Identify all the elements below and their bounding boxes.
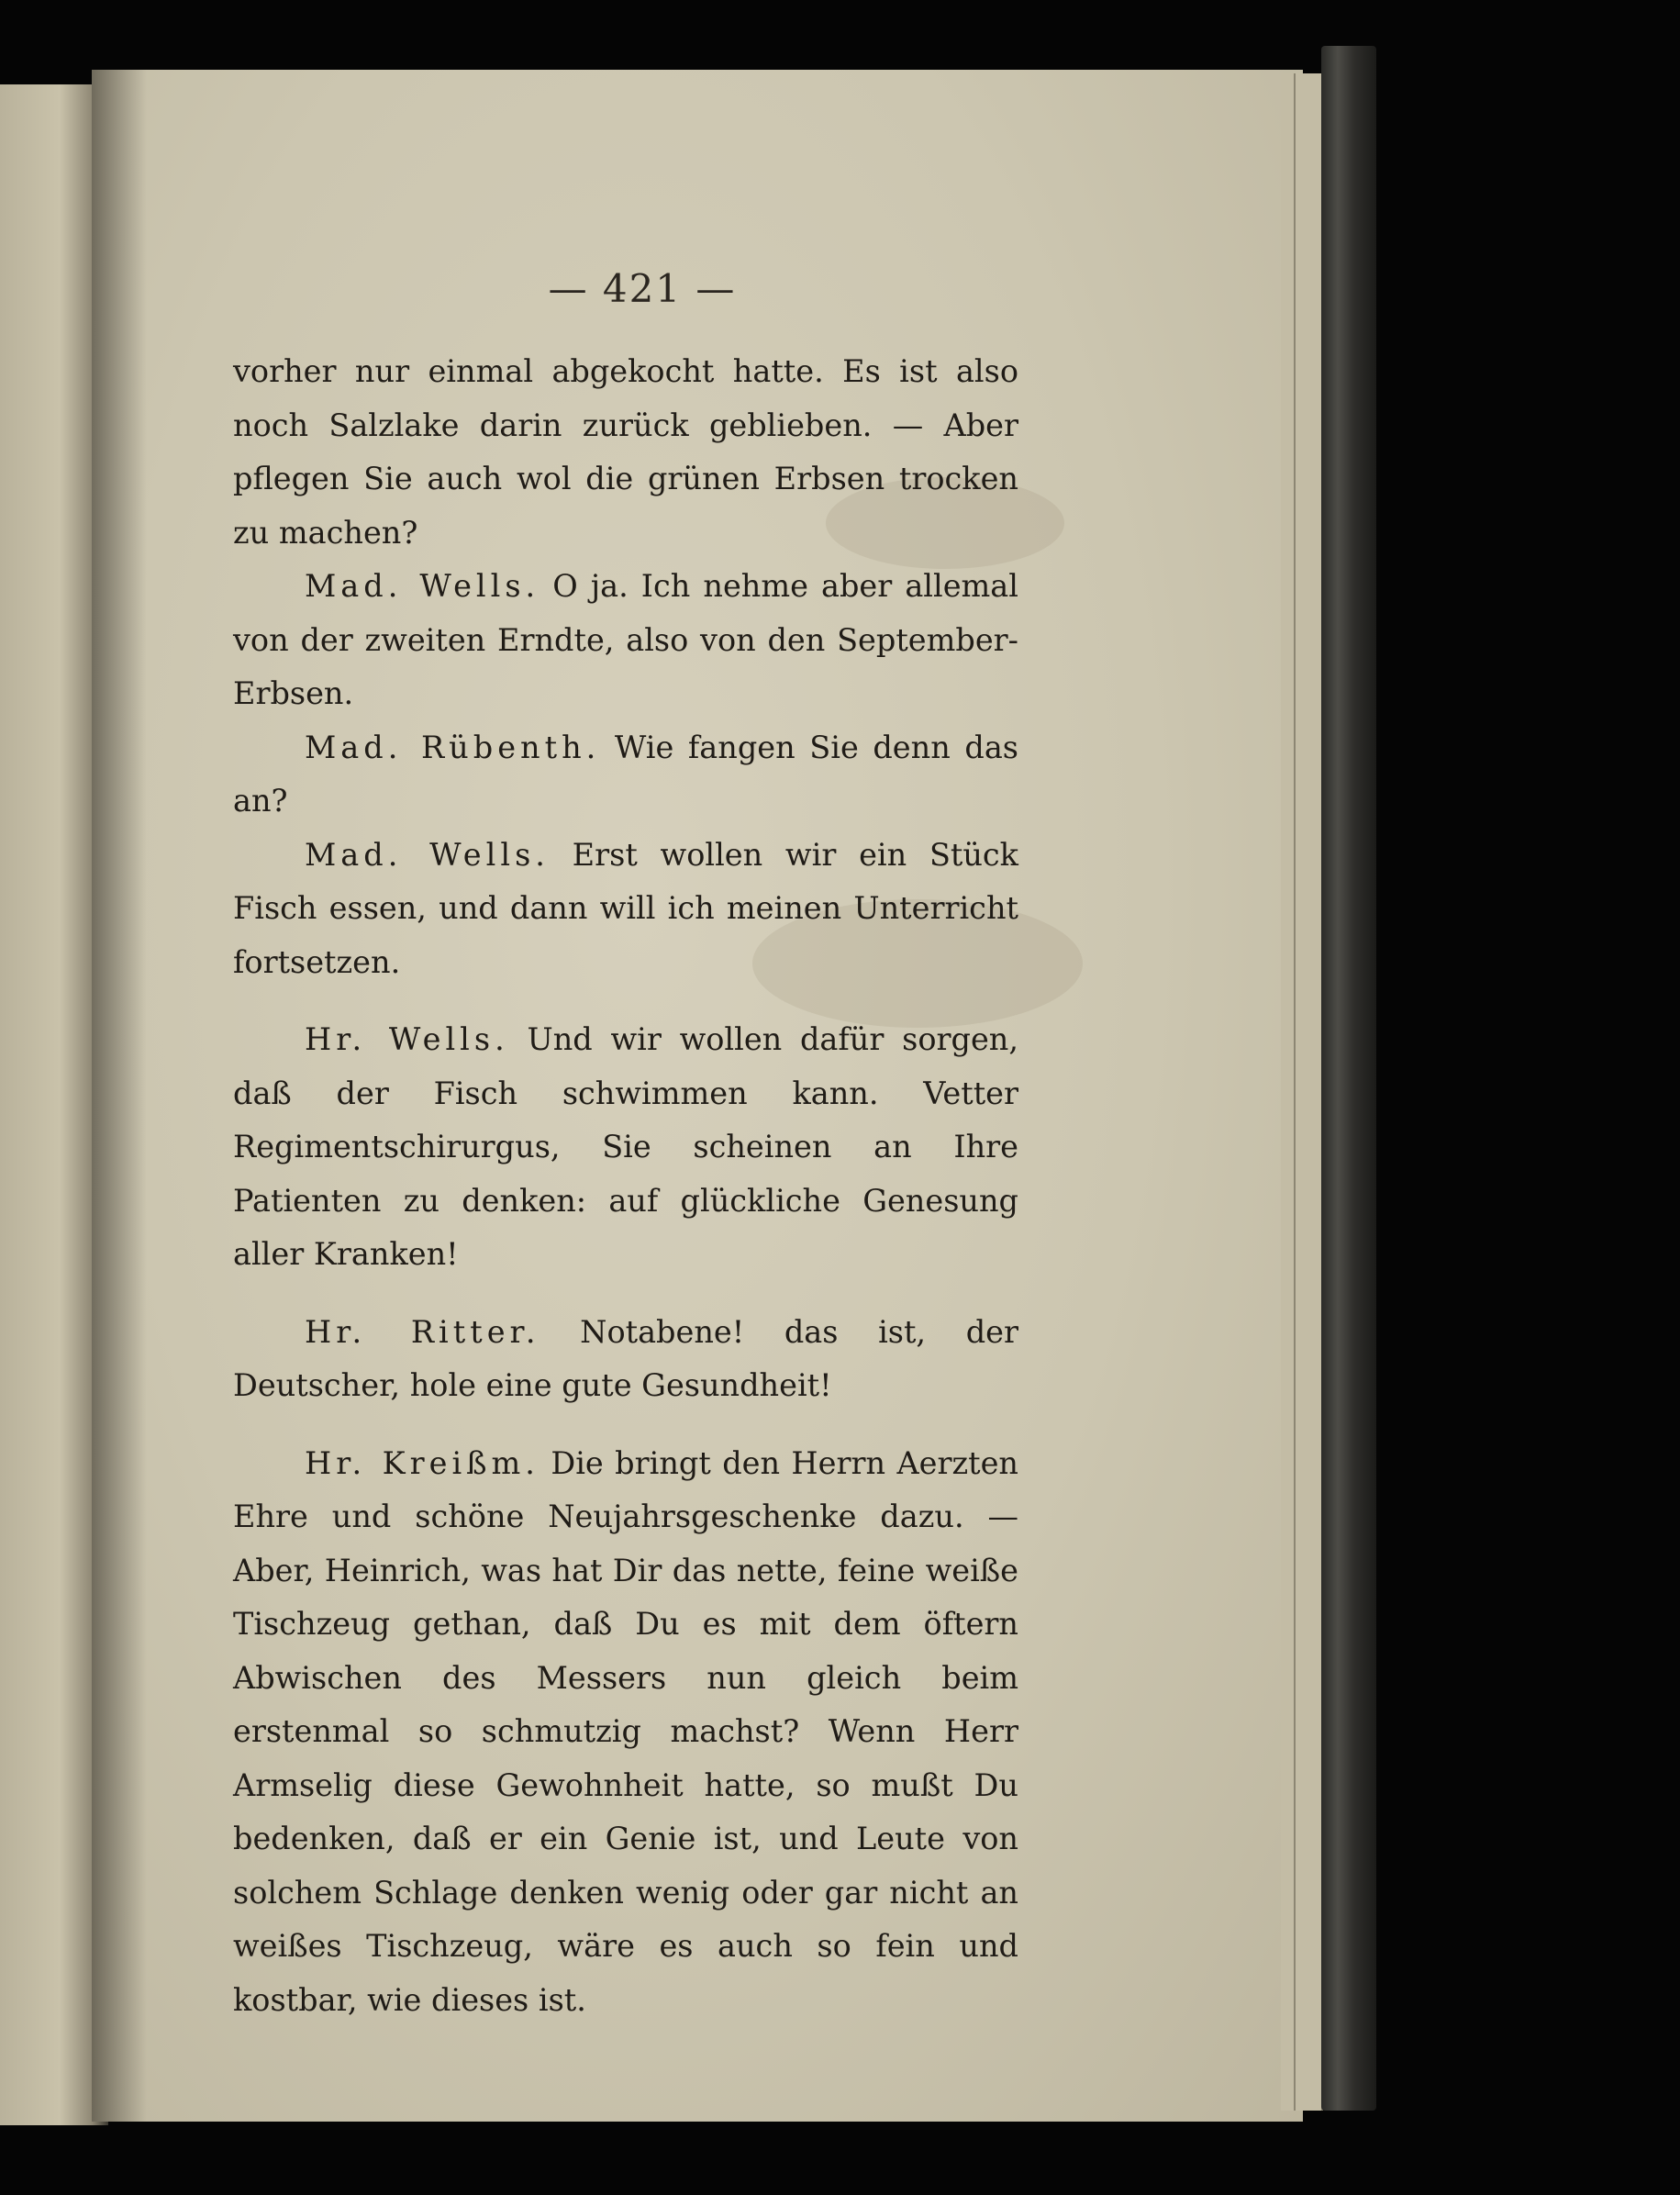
speaker-name: Hr. Ritter.	[305, 1313, 540, 1350]
speaker-name: Mad. Rübenth.	[305, 729, 601, 765]
dialogue-text: Und wir wollen dafür sorgen, daß der Fisch schwimmen kann. Vetter Regimentschirurgus, Sie scheinen an Ihre Patienten zu denken: auf glückliche Genesung aller Kranken!	[233, 1021, 1018, 1272]
paragraph	[233, 345, 1018, 560]
paragraph-text: vorher nur einmal abgekocht hatte. Es ist also noch Salzlake darin zurück geblieben. — Aber pflegen Sie auch wol die grünen Erbsen trocken zu machen?	[233, 353, 1018, 551]
dialogue-line	[233, 1437, 1018, 2028]
dialogue-text: O ja. Ich nehme aber allemal von der zweiten Erndte, also von den September-Erbsen.	[233, 568, 1018, 711]
dialogue-line	[233, 560, 1018, 721]
page-text	[233, 345, 1018, 2027]
page-edge	[1281, 73, 1296, 2111]
speaker-name: Mad. Wells.	[305, 568, 540, 604]
dialogue-text: Die bringt den Herrn Aerzten Ehre und schöne Neujahrsgeschenke dazu. — Aber, Heinrich, was hat Dir das nette, feine weiße Tischzeug gethan, daß Du es mit dem öftern Abwischen des Messers nun gleich beim erstenmal so schmutzig machst? Wenn Herr Armselig diese Gewohnheit hatte, so mußt Du bedenken, daß er ein Genie ist, und Leute von solchem Schlage denken wenig oder gar nicht an weißes Tischzeug, wäre es auch so fein und kostbar, wie dieses ist.	[233, 1444, 1018, 2018]
paragraph-spacer	[233, 1413, 1018, 1437]
book-cover-edge	[1321, 46, 1376, 2111]
dialogue-line	[233, 1013, 1018, 1282]
paragraph-spacer	[233, 1282, 1018, 1306]
dialogue-line	[233, 829, 1018, 990]
page-gutter-shadow	[92, 70, 147, 2122]
speaker-name: Hr. Kreißm.	[305, 1444, 540, 1481]
speaker-name: Mad. Wells.	[305, 836, 550, 873]
dialogue-text: Wie fangen Sie denn das an?	[233, 729, 1018, 819]
dialogue-text: Erst wollen wir ein Stück Fisch essen, und dann will ich meinen Unterricht fortsetzen.	[233, 836, 1018, 980]
speaker-name: Hr. Wells.	[305, 1021, 509, 1057]
paragraph-spacer	[233, 989, 1018, 1013]
dialogue-line	[233, 1306, 1018, 1413]
dialogue-text: Notabene! das ist, der Deutscher, hole eine gute Gesundheit!	[233, 1313, 1018, 1403]
page-number: — 421 —	[548, 266, 737, 311]
dialogue-line	[233, 721, 1018, 829]
